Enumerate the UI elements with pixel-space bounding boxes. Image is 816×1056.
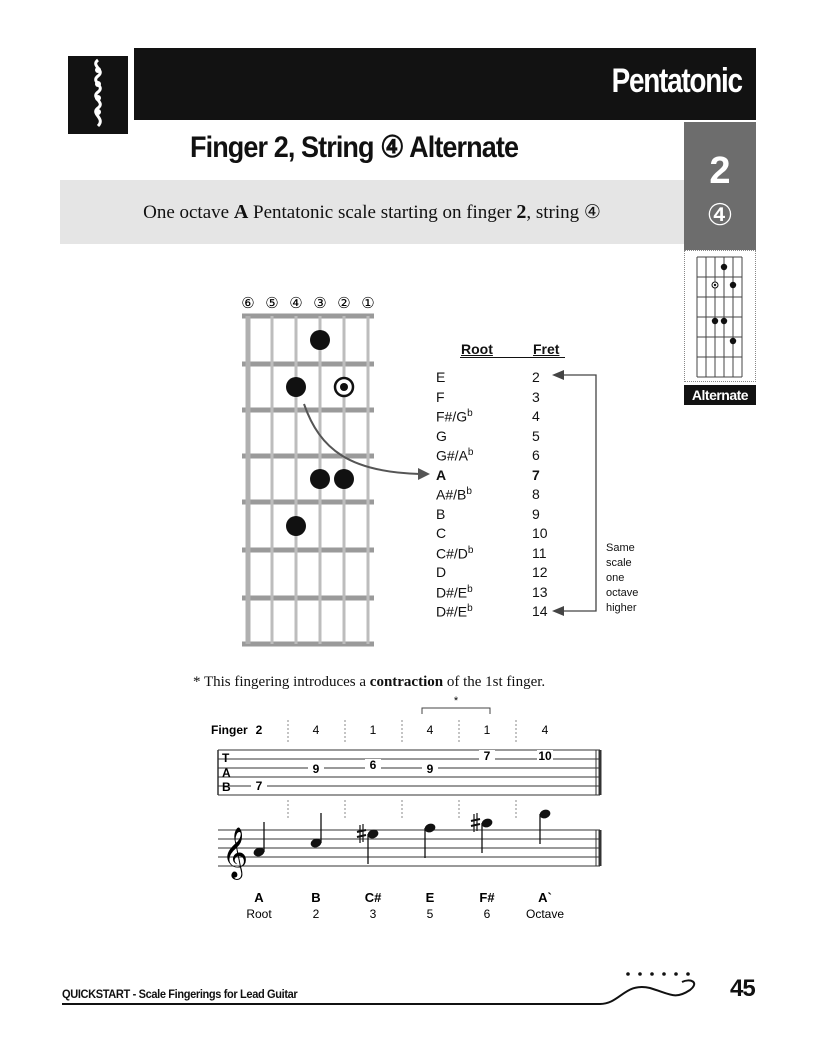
table-fret: 9 [532,505,540,522]
table-fret: 2 [532,369,540,385]
header-bar [134,48,756,120]
finger-number: 2 [255,723,263,737]
finger-label: Finger [211,723,248,737]
note-name: A` [538,890,552,905]
note-name: C# [364,890,382,905]
table-note: $C\#/D^b$ [436,544,474,562]
table-header-fret: Fret [533,341,560,357]
string-label-3: ③ [313,295,327,312]
finger-number: 1 [483,723,491,737]
octave-bracket [530,365,610,620]
table-note: E [436,369,446,385]
table-fret: 3 [532,388,540,405]
finger-number: 4 [312,723,320,737]
table-fret: 4 [532,408,540,424]
octave-note: Same scale one octave higher [606,542,639,614]
scale-degree: 6 [483,907,491,921]
scale-degree: Octave [525,907,565,921]
table-note: G [436,427,447,444]
finger-number: 4 [426,723,434,737]
subtitle: One octave A Pentatonic scale starting on finger 2, string ④ [143,201,601,223]
string-label-4: ④ [289,295,303,312]
mini-fretboard-diagram [685,251,757,383]
chapter-tab-icon [68,56,128,134]
note-name: A [254,890,264,905]
root-arrow [280,380,440,490]
table-note: $A\#/B^b$ [436,486,472,503]
string-label-6: ⑥ [241,295,255,312]
page-title: Finger 2, String ④ Alternate [190,131,519,164]
table-note: A [436,466,447,483]
table-fret: 14 [532,603,548,619]
footer-book-title: QUICKSTART - Scale Fingerings for Lead Guitar [62,987,298,1001]
table-note: $D\#/E^b$ [436,583,473,601]
side-tab [684,122,756,250]
finger-number: 4 [541,723,549,737]
side-tab-finger: 2 [709,150,731,192]
table-header-rule [460,357,565,358]
finger-dot [286,516,306,536]
section-title: Pentatonic [611,62,742,100]
tab-notation [200,690,620,930]
note-name: F# [479,890,495,905]
tab-fret-number: 10 [538,749,552,763]
table-note: F [436,388,445,405]
subtitle-band [60,180,684,244]
tab-fret-number: 9 [312,762,320,776]
table-note: $D\#/E^b$ [436,603,473,620]
page-number: 45 [730,975,755,1002]
guitar-neck-icon [68,56,128,134]
tab-fret-number: 6 [369,758,377,772]
table-fret: 5 [532,427,540,444]
table-fret: 11 [532,544,547,561]
finger-number: 1 [369,723,377,737]
table-note: $G\#/A^b$ [436,447,474,464]
table-note: B [436,505,446,522]
table-fret: 13 [532,583,548,600]
tab-letter-b: B [222,780,231,794]
sharp-icon [471,813,480,832]
side-tab-label: Alternate [684,385,756,405]
sharp-icon [357,824,366,843]
treble-clef-icon: 𝄞 [222,828,249,877]
table-fret: 7 [532,466,540,483]
tab-fret-number: 7 [255,779,263,793]
tab-letter-t: T [222,751,230,765]
scale-degree: Root [246,907,272,921]
string-label-5: ⑤ [265,295,279,312]
table-note: C [436,525,447,541]
table-header-root: Root [461,341,493,357]
string-label-1: ① [361,295,375,312]
footer-rule [60,960,710,1010]
table-fret: 10 [532,525,548,541]
mini-fretboard [684,250,756,382]
scale-degree: 3 [369,907,377,921]
finger-dot [310,330,330,350]
note-name: B [311,890,321,905]
scale-degree: 2 [312,907,320,921]
tab-fret-number: 7 [483,749,491,763]
tab-letter-a: A [222,766,231,780]
note-name: E [425,890,435,905]
table-fret: 6 [532,447,540,463]
string-label-2: ② [337,295,351,312]
side-tab-string: ④ [706,199,734,232]
table-note: D [436,564,447,580]
table-note: $F\#/G^b$ [436,408,473,425]
contraction-bracket [422,708,490,714]
table-fret: 12 [532,564,548,580]
table-fret: 8 [532,486,540,502]
contraction-note: * This fingering introduces a contraction of the 1st finger. [193,674,546,690]
tab-fret-number: 9 [426,762,434,776]
contraction-star: * [453,695,459,707]
scale-degree: 5 [426,907,434,921]
